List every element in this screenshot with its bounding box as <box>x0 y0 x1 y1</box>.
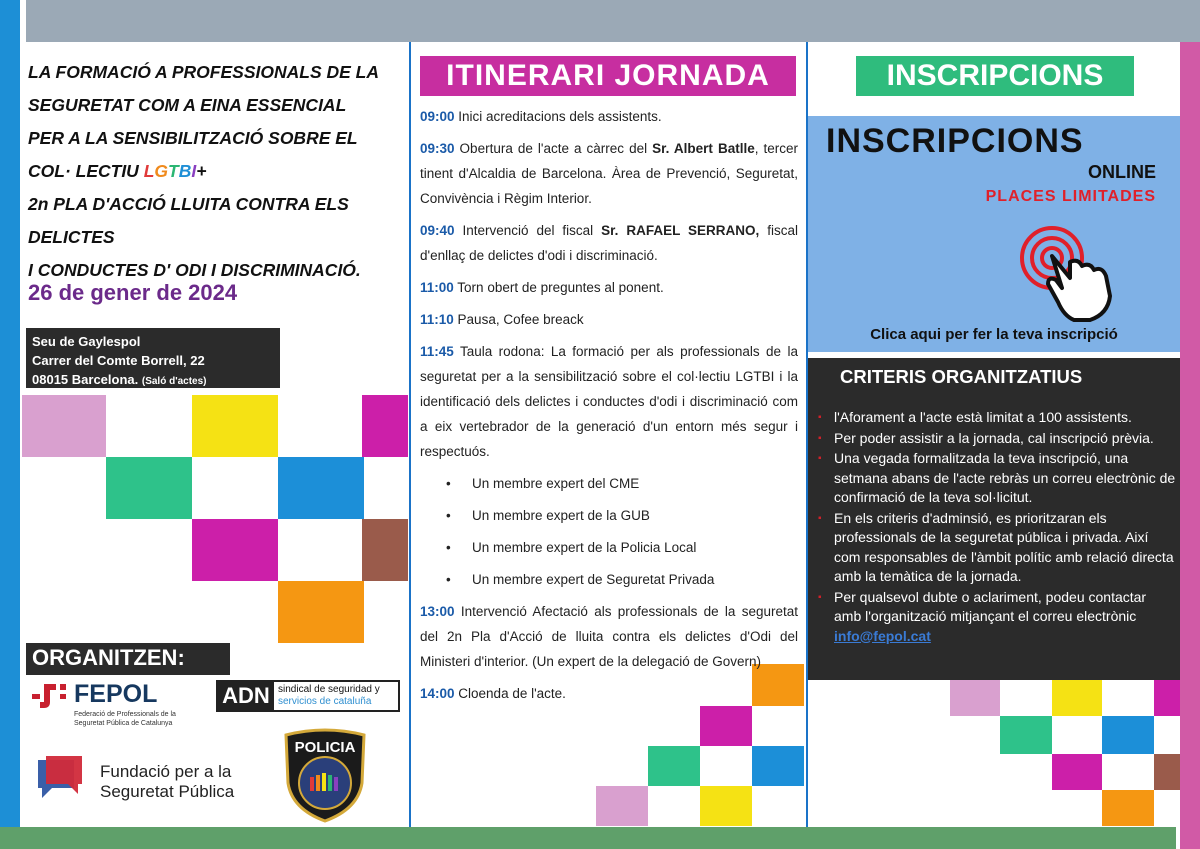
itinerary-item <box>420 218 798 268</box>
venue-box <box>26 328 280 388</box>
itinerary-item <box>420 307 798 332</box>
column-divider-1 <box>409 42 411 827</box>
itinerary-text: Intervenció Afectació als professionals de la seguretat del 2n Pla d'Acció de lluita contra els delictes d'Odi del Ministeri d'interior. (Un expert de la delegació de Govern) <box>420 604 798 669</box>
itinerary-time: 09:30 <box>420 141 455 156</box>
venue-city-text: 08015 Barcelona. <box>32 372 139 387</box>
itinerary-item <box>420 136 798 211</box>
lgtbi-letter: G <box>154 161 169 181</box>
adn-line1: sindical de seguridad y <box>278 684 380 695</box>
itinerary-time: 14:00 <box>420 686 455 701</box>
right-color-strip <box>1180 42 1200 849</box>
event-headline <box>28 56 406 287</box>
adn-logo <box>216 680 400 712</box>
headline-line-text: COL· LECTIU <box>28 161 144 181</box>
registration-places: PLACES LIMITADES <box>985 188 1156 205</box>
fundacio-line2: Seguretat Pública <box>100 782 235 801</box>
registration-heading: INSCRIPCIONS <box>826 122 1084 160</box>
fundacio-line1: Fundació per a la <box>100 762 232 781</box>
itinerary-text: Inici acreditacions dels assistents. <box>454 109 662 124</box>
itinerary-text: Taula rodona: La formació per als professionals de la seguretat per a la sensibilització sobre el col·lectiu LGTBI i la identificació dels delictes i conductes d'odi i discriminació com a eix vertebrador de la generació d'un entorn més segur i respectuós. <box>420 344 798 459</box>
fundacio-logo <box>34 752 274 812</box>
lgtbi-letter: I <box>191 161 197 181</box>
registration-title: INSCRIPCIONS <box>856 56 1134 96</box>
headline-line: SEGURETAT COM A EINA ESSENCIAL <box>28 95 347 115</box>
itinerary-text: Torn obert de preguntes al ponent. <box>453 280 664 295</box>
itinerary-item <box>420 275 798 300</box>
itinerary-text: Obertura de l'acte a càrrec del <box>454 141 653 156</box>
click-hand-icon[interactable] <box>1018 226 1134 326</box>
fundacio-speech-icon <box>34 754 86 804</box>
itinerary-text: Pausa, Cofee breack <box>453 312 584 327</box>
plan-line: I CONDUCTES D' ODI I DISCRIMINACIÓ. <box>28 260 361 280</box>
organizers-title: ORGANITZEN: <box>26 643 230 675</box>
itinerary-time: 13:00 <box>420 604 455 619</box>
expert-list <box>446 471 798 592</box>
adn-mark: ADN <box>218 682 274 710</box>
criteria-title: CRITERIS ORGANITZATIUS <box>840 366 1083 387</box>
criteria-list <box>812 408 1176 647</box>
itinerary-time: 11:45 <box>420 344 454 359</box>
criteria-item: ▪ En els criteris d'adminsió, es prioritzaran els professionals de la seguretat pública i privada. Així com responsables de l'àmbit polític amb relació directa amb la temàtica de la jornada. <box>812 509 1176 587</box>
lgtbi-letter: B <box>178 161 192 181</box>
criteria-item: ▪ l'Aforament a l'acte està limitat a 100 assistents. <box>812 408 1176 428</box>
fepol-logo <box>30 678 190 728</box>
itinerary-title: ITINERARI JORNADA <box>420 56 796 96</box>
plan-line: 2n PLA D'ACCIÓ LLUITA CONTRA ELS DELICTES <box>28 194 349 247</box>
registration-online: ONLINE <box>1087 162 1156 182</box>
venue-room: (Saló d'actes) <box>141 376 207 387</box>
top-bar <box>26 0 1200 42</box>
itinerary-item <box>420 599 798 674</box>
fundacio-text <box>100 762 234 802</box>
headline-line: PER A LA SENSIBILITZACIÓ SOBRE EL <box>28 128 358 148</box>
headline-line <box>28 155 406 188</box>
registration-link[interactable]: Clica aqui per fer la teva inscripció <box>870 326 1118 343</box>
criteria-box <box>808 358 1180 680</box>
contact-email-link[interactable]: info@fepol.cat <box>834 627 931 644</box>
venue-street: Carrer del Comte Borrell, 22 <box>32 353 205 368</box>
venue-name: Seu de Gaylespol <box>32 334 141 349</box>
fepol-subtitle: Federació de Professionals de la Seguretat Pública de Catalunya <box>74 711 176 727</box>
itinerary-text: , tercer tinent d'Alcaldia de Barcelona. Àrea de Prevenció, Seguretat, Convivència i Règim Interior. <box>420 141 799 206</box>
criteria-item <box>812 588 1176 647</box>
expert-item: • Un membre expert de Seguretat Privada <box>446 567 798 592</box>
expert-item: • Un membre expert del CME <box>446 471 798 496</box>
policia-badge <box>282 727 368 823</box>
itinerary-time: 11:00 <box>420 280 454 295</box>
expert-item: • Un membre expert de la Policia Local <box>446 535 798 560</box>
adn-line2: servicios de cataluña <box>278 696 372 707</box>
fepol-mark-icon <box>32 682 70 710</box>
itinerary-text: Intervenció del fiscal <box>454 223 602 238</box>
policia-label: POLICIA <box>294 739 356 756</box>
speaker-name: Sr. RAFAEL SERRANO, <box>601 223 760 238</box>
criteria-item-text: Per qualsevol dubte o aclariment, podeu contactar amb l'organització mitjançant el correu electrònic <box>834 588 1147 624</box>
fepol-name: FEPOL <box>74 680 158 708</box>
registration-panel[interactable] <box>808 116 1180 352</box>
speaker-name: Sr. Albert Batlle <box>652 141 755 156</box>
itinerary-list <box>420 104 798 713</box>
venue-city <box>32 370 274 391</box>
itinerary-item <box>420 681 798 706</box>
lgtbi-letter: L <box>143 161 155 181</box>
itinerary-time: 09:00 <box>420 109 455 124</box>
left-color-strip <box>0 0 20 827</box>
itinerary-text: Cloenda de l'acte. <box>454 686 566 701</box>
itinerary-time: 09:40 <box>420 223 455 238</box>
event-date: 26 de gener de 2024 <box>28 280 238 305</box>
itinerary-item <box>420 104 798 129</box>
criteria-item: ▪ Una vegada formalitzada la teva inscripció, una setmana abans de l'acte rebràs un correu electrònic de confirmació de la teva sol·licitut. <box>812 449 1176 508</box>
itinerary-text: fiscal d'enllaç de delictes d'odi i discriminació. <box>420 223 798 263</box>
lgtbi-word <box>144 161 207 181</box>
bottom-bar <box>0 827 1176 849</box>
lgtbi-letter: T <box>168 161 179 181</box>
headline-line: LA FORMACIÓ A PROFESSIONALS DE LA <box>28 62 379 82</box>
criteria-item: ▪ Per poder assistir a la jornada, cal inscripció prèvia. <box>812 429 1176 449</box>
lgtbi-letter: + <box>196 161 207 181</box>
itinerary-item <box>420 339 798 464</box>
expert-item: • Un membre expert de la GUB <box>446 503 798 528</box>
itinerary-time: 11:10 <box>420 312 454 327</box>
